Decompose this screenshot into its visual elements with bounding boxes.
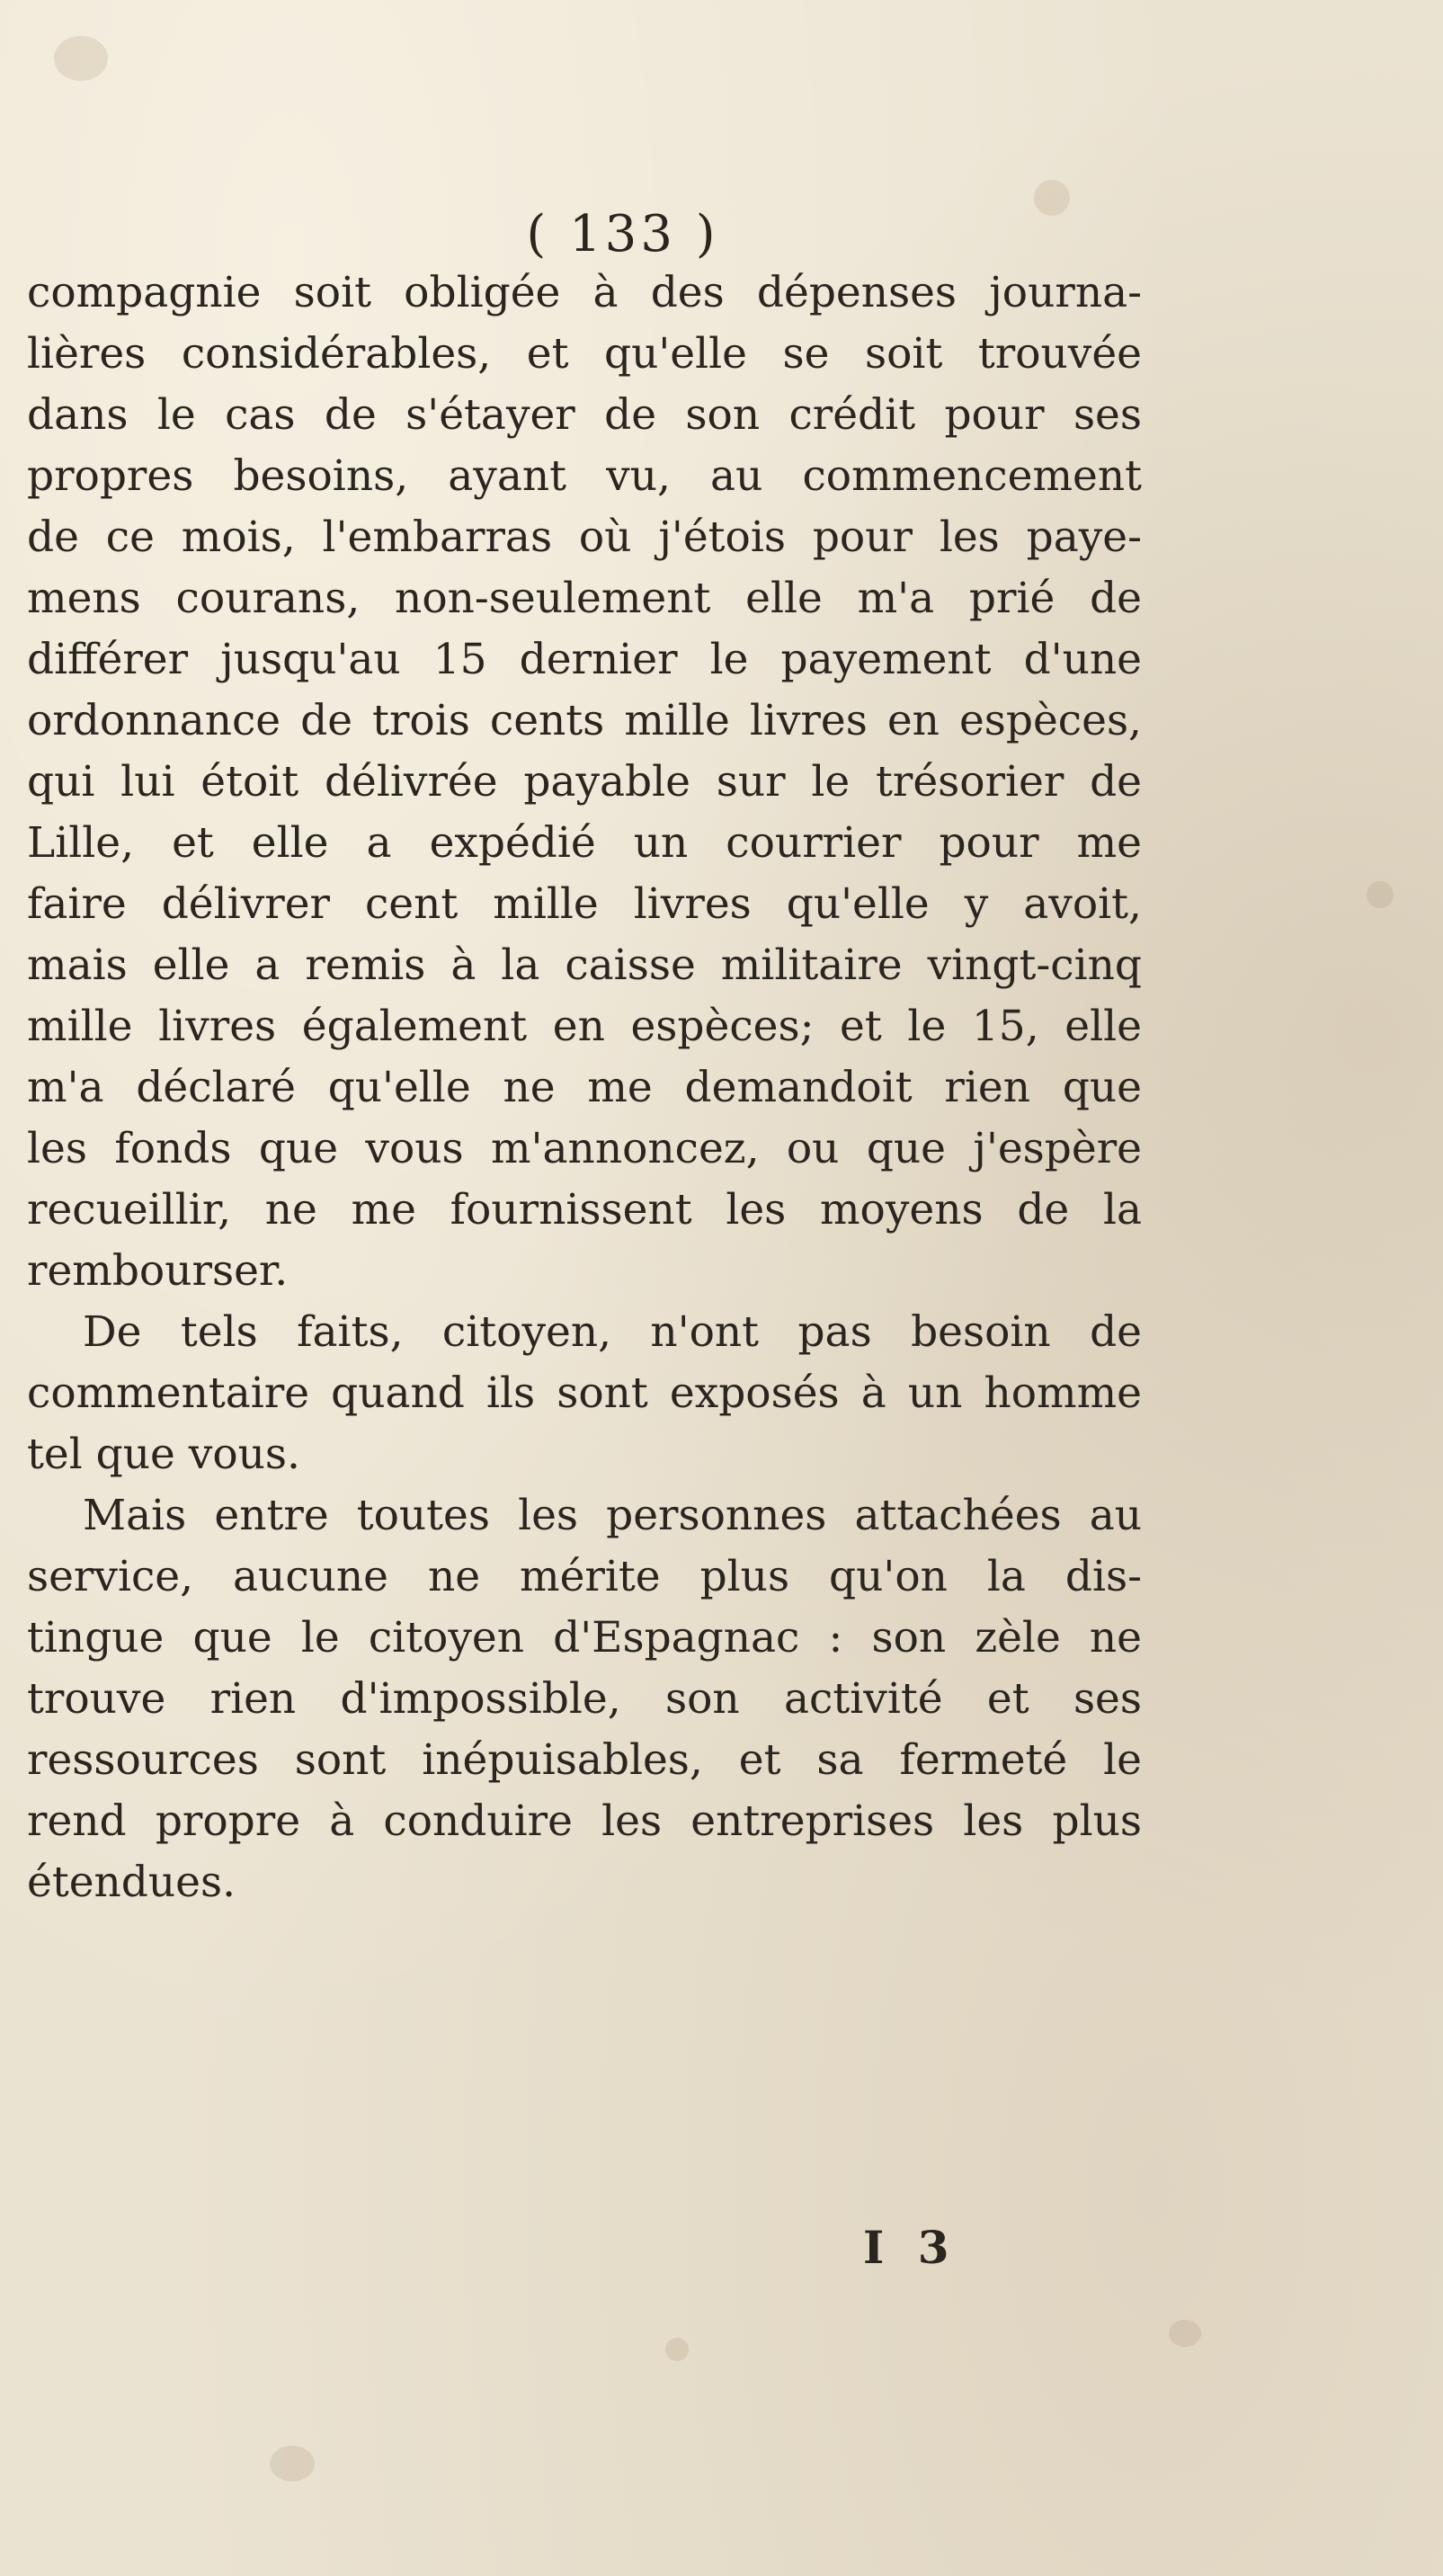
text-line: service, aucune ne mérite plus qu'on la dis- — [27, 1552, 1142, 1601]
text-line: de ce mois, l'embarras où j'étois pour les paye- — [27, 513, 1142, 562]
text-line: ordonnance de trois cents mille livres en espèces, — [27, 696, 1142, 745]
text-line: rend propre à conduire les entreprises les plus — [27, 1796, 1142, 1846]
stain — [665, 2338, 689, 2361]
stain — [1367, 881, 1394, 908]
text-line: les fonds que vous m'annoncez, ou que j'espère — [27, 1124, 1142, 1173]
text-line: lières considérables, et qu'elle se soit trouvée — [27, 329, 1142, 379]
text-line: étendues. — [27, 1858, 236, 1907]
stain — [270, 2446, 315, 2482]
text-line: mais elle a remis à la caisse militaire vingt-cinq — [27, 940, 1142, 990]
page-number-header — [0, 205, 1443, 263]
text-line: qui lui étoit délivrée payable sur le trésorier de — [27, 757, 1142, 807]
text-line: commentaire quand ils sont exposés à un homme — [27, 1368, 1142, 1418]
text-line: mille livres également en espèces; et le 15, elle — [27, 1002, 1142, 1051]
text-line: faire délivrer cent mille livres qu'elle y avoit, — [27, 879, 1142, 929]
signature-mark: I 3 — [863, 2221, 958, 2274]
text-line: dans le cas de s'étayer de son crédit pour ses — [27, 390, 1142, 440]
text-line: compagnie soit obligée à des dépenses journa- — [27, 268, 1142, 317]
text-line: ressources sont inépuisables, et sa fermeté le — [27, 1735, 1142, 1785]
text-line: m'a déclaré qu'elle ne me demandoit rien que — [27, 1063, 1142, 1112]
text-line: tel que vous. — [27, 1430, 300, 1479]
text-line: trouve rien d'impossible, son activité et ses — [27, 1674, 1142, 1724]
text-line: De tels faits, citoyen, n'ont pas besoin de — [83, 1307, 1142, 1357]
text-line: différer jusqu'au 15 dernier le payement d'une — [27, 635, 1142, 684]
body-text — [27, 263, 1142, 1913]
stain — [1169, 2320, 1201, 2347]
text-line: recueillir, ne me fournissent les moyens de la — [27, 1185, 1142, 1235]
text-line: mens courans, non-seulement elle m'a prié de — [27, 574, 1142, 623]
text-line: rembourser. — [27, 1246, 289, 1296]
text-line: tingue que le citoyen d'Espagnac : son zèle ne — [27, 1613, 1142, 1662]
page-number: ( 133 ) — [526, 205, 719, 263]
text-line: Mais entre toutes les personnes attachées au — [83, 1491, 1142, 1540]
text-line: propres besoins, ayant vu, au commencement — [27, 451, 1142, 501]
stain — [54, 36, 108, 81]
text-line: Lille, et elle a expédié un courrier pour me — [27, 818, 1142, 868]
